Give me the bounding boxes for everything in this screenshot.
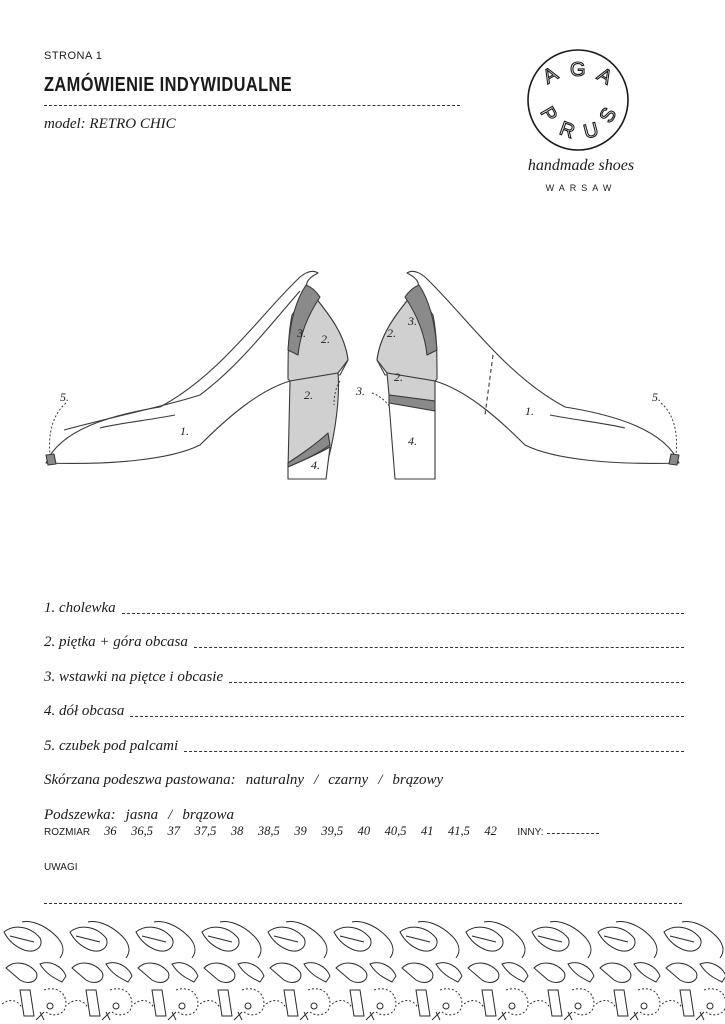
logo-letter: A <box>593 63 616 90</box>
size-option[interactable]: 40,5 <box>384 824 407 838</box>
callout-tip-left: 4. <box>311 458 320 472</box>
size-option[interactable]: 38,5 <box>257 824 280 838</box>
size-option[interactable]: 41,5 <box>447 824 470 838</box>
lining-option-brown[interactable]: brązowa <box>182 806 235 823</box>
size-option[interactable]: 36,5 <box>131 824 153 838</box>
part-input-line[interactable] <box>229 682 684 683</box>
option-separator: / <box>168 806 173 823</box>
part-row-upper <box>44 582 684 617</box>
part-label: 4. dół obcasa <box>44 703 125 719</box>
size-option[interactable]: 37 <box>167 824 180 838</box>
size-other-label: INNY: <box>517 827 544 838</box>
callout-insert-left: 3. <box>297 326 306 340</box>
size-label: ROZMIAR <box>44 827 91 838</box>
part-row-heel-counter <box>44 617 684 652</box>
size-option[interactable]: 36 <box>104 824 117 838</box>
logo-letter: R <box>556 117 578 144</box>
logo-letter: G <box>570 59 586 81</box>
page-title: ZAMÓWIENIE INDYWIDUALNE <box>44 74 293 96</box>
callout-toe-left: 5. <box>60 390 69 404</box>
size-option[interactable]: 39 <box>294 824 307 838</box>
size-selector <box>44 824 684 839</box>
sole-option-brown[interactable]: brązowy <box>392 772 444 788</box>
sole-label: Skórzana podeszwa pastowana: <box>44 772 236 788</box>
lining-options-row <box>44 789 684 824</box>
size-option[interactable]: 41 <box>420 824 434 838</box>
size-option[interactable]: 42 <box>484 824 497 838</box>
brand-logo <box>526 48 630 152</box>
part-input-line[interactable] <box>122 613 684 614</box>
title-divider <box>44 105 460 106</box>
model-name: model: RETRO CHIC <box>44 116 176 132</box>
logo-letter: P <box>535 103 562 126</box>
size-option[interactable]: 38 <box>230 824 244 838</box>
lining-label: Podszewka: <box>44 806 116 823</box>
option-separator: / <box>314 772 319 788</box>
size-option[interactable]: 37,5 <box>194 824 217 838</box>
part-label: 1. cholewka <box>44 599 116 616</box>
logo-letter: A <box>539 62 562 89</box>
callout-toe-right: 5. <box>652 390 661 404</box>
shoe-pattern-footer <box>0 916 725 1024</box>
lining-option-light[interactable]: jasna <box>125 806 159 823</box>
callout-counter-heel-left: 2. <box>304 388 313 402</box>
callout-counter-left: 2. <box>321 332 330 346</box>
shoe-diagram <box>0 255 725 495</box>
callout-upper-right: 1. <box>525 404 534 418</box>
notes-input-line[interactable] <box>44 903 682 904</box>
callout-tip-right: 4. <box>408 434 417 448</box>
sole-option-black[interactable]: czarny <box>328 772 369 788</box>
callout-upper-left: 1. <box>180 424 189 438</box>
part-label: 3. wstawki na piętce i obcasie <box>44 668 224 685</box>
callout-counter-right: 2. <box>387 326 396 340</box>
part-input-line[interactable] <box>130 716 684 717</box>
sole-option-natural[interactable]: naturalny <box>245 772 305 788</box>
logo-letter: S <box>595 104 622 127</box>
brand-city: WARSAW <box>545 183 617 193</box>
brand-subtitle: handmade shoes <box>527 157 635 174</box>
part-input-line[interactable] <box>184 751 684 752</box>
callout-counter-heel-right: 2. <box>394 370 403 384</box>
part-row-inserts <box>44 651 684 686</box>
parts-form <box>44 582 684 824</box>
notes-label: UWAGI <box>44 862 78 873</box>
part-row-toe <box>44 720 684 755</box>
size-option[interactable]: 39,5 <box>321 824 344 838</box>
part-label: 5. czubek pod palcami <box>44 737 179 754</box>
size-option[interactable]: 40 <box>357 824 371 838</box>
option-separator: / <box>378 772 383 788</box>
right-toe <box>669 454 679 465</box>
callout-insert-right: 3. <box>408 314 417 328</box>
part-label: 2. piętka + góra obcasa <box>44 634 188 650</box>
part-row-heel-tip <box>44 686 684 721</box>
callout-insert-center: 3. <box>356 384 365 398</box>
page-label: STRONA 1 <box>44 50 103 62</box>
left-toe <box>46 454 56 465</box>
sole-options-row <box>44 755 684 790</box>
part-input-line[interactable] <box>194 647 684 648</box>
size-other-input-line[interactable] <box>547 833 599 834</box>
logo-letter: U <box>581 118 601 144</box>
